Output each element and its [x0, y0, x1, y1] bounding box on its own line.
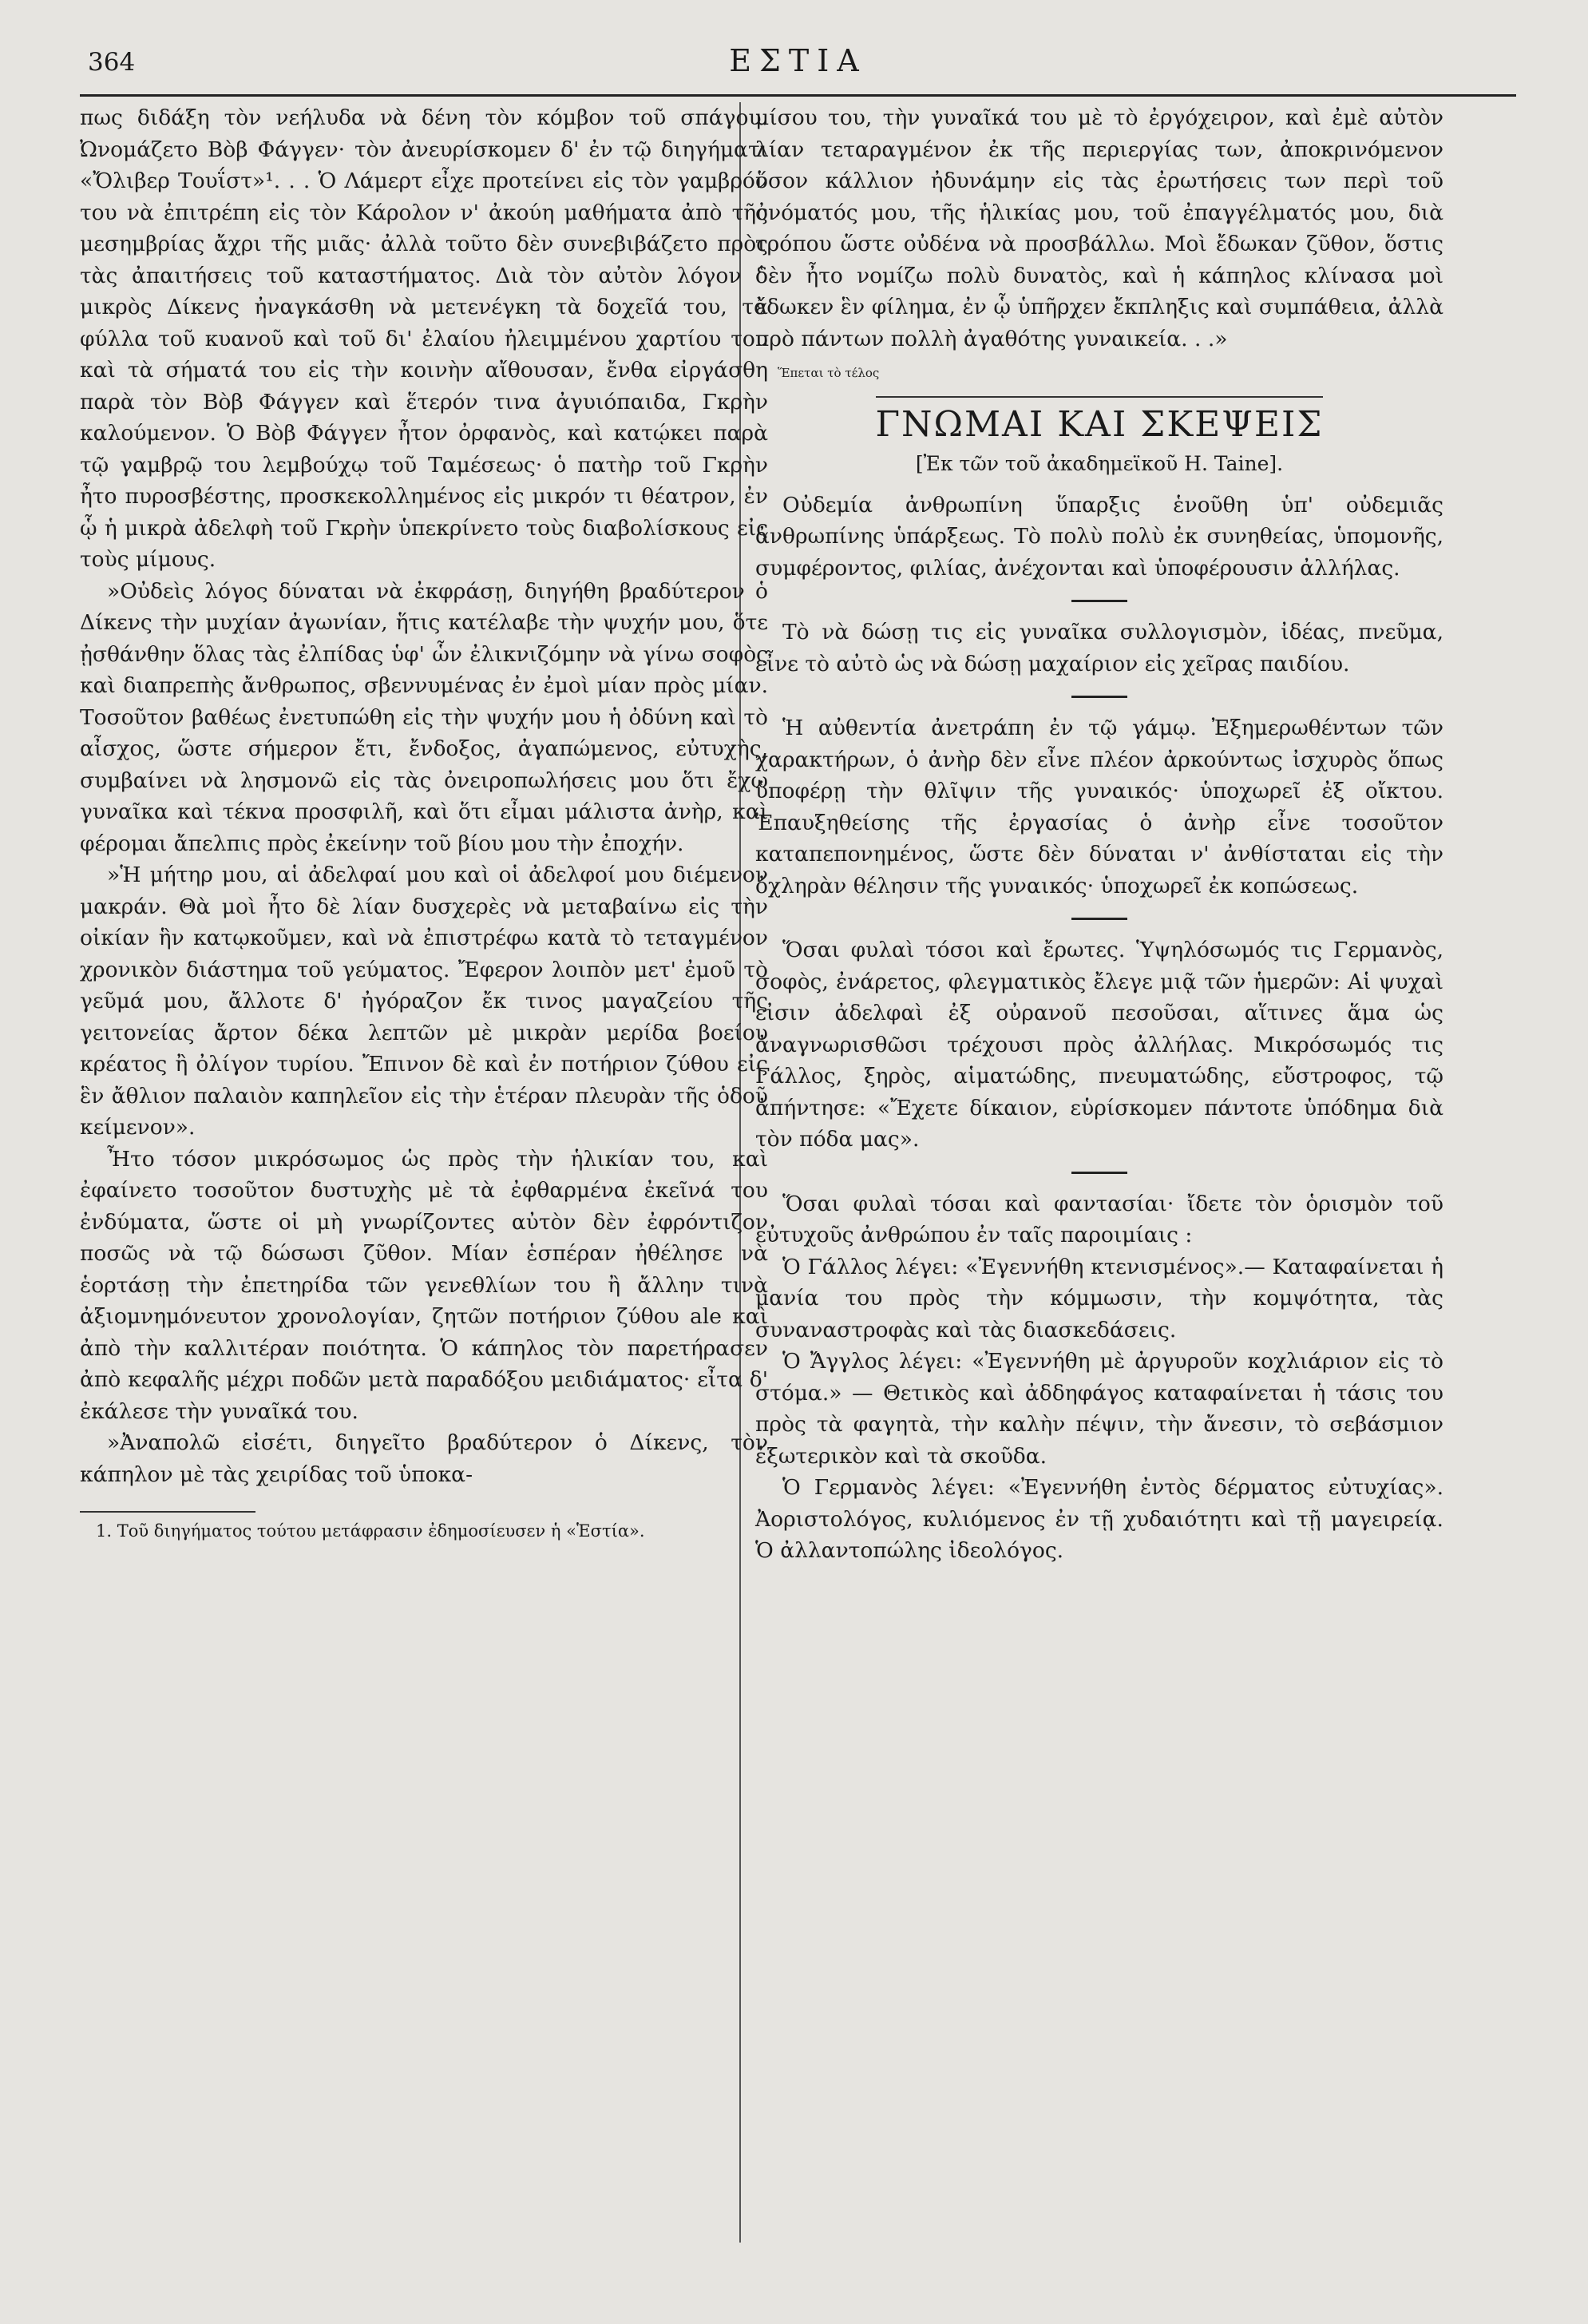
saying: Ἡ αὐθεντία ἀνετράπη ἐν τῷ γάμῳ. Ἐξημερωθέντων τῶν χαρακτήρων, ὁ ἀνὴρ δὲν εἶνε πλέον ἀρκούντως ἰσχυρὸς ὅπως ὑποφέρῃ τὴν θλῖψιν τῆς γυναικός· ὑποχωρεῖ ἐξ οἴκτου. Ἐπαυξηθείσης τῆς ἐργασίας ὁ ἀνὴρ εἶνε τοσοῦτον καταπεπονημένος, ὥστε δὲν δύναται ν' ἀνθίσταται εἰς τὴν ὀχληρὰν θέλησιν τῆς γυναικός· ὑποχωρεῖ ἐκ κοπώσεως. — [755, 716, 1443, 898]
separator-dash — [1071, 600, 1127, 602]
continuation-note: Ἕπεται τὸ τέλος — [778, 366, 880, 380]
saying: Τὸ νὰ δώσῃ τις εἰς γυναῖκα συλλογισμὸν, ἰδέας, πνεῦμα, εἶνε τὸ αὐτὸ ὡς νὰ δώσῃ μαχαίριον εἰς χεῖρας παιδίου. — [755, 620, 1443, 676]
header-rule — [80, 94, 1516, 97]
paragraph: »Οὐδεὶς λόγος δύναται νὰ ἐκφράσῃ, διηγήθη βραδύτερον ὁ Δίκενς τὴν μυχίαν ἀγωνίαν, ἥτις κατέλαβε τὴν ψυχήν μου, ὅτε ᾐσθάνθην ὅλας τὰς ἐλπίδας ὑφ' ὧν ἐλικνιζόμην νὰ γίνω σοφὸς καὶ διαπρεπὴς ἄνθρωπος, σβεννυμένας ἐν ἐμοὶ μίαν πρὸς μίαν. Τοσοῦτον βαθέως ἐνετυπώθη εἰς τὴν ψυχήν μου ἡ ὀδύνη καὶ τὸ αἶσχος, ὥστε σήμερον ἔτι, ἔνδοξος, ἀγαπώμενος, εὐτυχὴς, συμβαίνει νὰ λησμονῶ εἰς τὰς ὀνειροπωλήσεις μου ὅτι ἔχω γυναῖκα καὶ τέκνα προσφιλῆ, καὶ ὅτι εἶμαι μάλιστα ἀνὴρ, καὶ φέρομαι ἄπελπις πρὸς ἐκείνην τοῦ βίου μου τὴν ἐποχήν. — [80, 578, 768, 856]
paragraph: πως διδάξη τὸν νεήλυδα νὰ δένη τὸν κόμβον τοῦ σπάγου. Ὠνομάζετο Βὸβ Φάγγεν· τὸν ἀνευρίσκομεν δ' ἐν τῷ διηγήματι «Ὄλιβερ Τουΐστ»¹. . . Ὁ Λάμερτ εἶχε προτείνει εἰς τὸν γαμβρόν του νὰ ἐπιτρέπη εἰς τὸν Κάρολον ν' ἀκούη μαθήματα ἀπὸ τῆς μεσημβρίας ἄχρι τῆς μιᾶς· ἀλλὰ τοῦτο δὲν συνεβιβάζετο πρὸς τὰς ἀπαιτήσεις τοῦ καταστήματος. Διὰ τὸν αὐτὸν λόγον ὁ μικρὸς Δίκενς ἠναγκάσθη νὰ μετενέγκη τὰ δοχεῖά του, τὰ φύλλα τοῦ κυανοῦ καὶ τοῦ δι' ἐλαίου ἠλειμμένου χαρτίου του καὶ τὰ σήματά του εἰς τὴν κοινὴν αἴθουσαν, ἔνθα εἰργάσθη παρὰ τὸν Βὸβ Φάγγεν καὶ ἕτερόν τινα ἀγυιόπαιδα, Γκρὴν καλούμενον. Ὁ Βὸβ Φάγγεν ἦτον ὀρφανὸς, καὶ κατῴκει παρὰ τῷ γαμβρῷ του λεμβούχῳ τοῦ Ταμέσεως· ὁ πατὴρ τοῦ Γκρὴν ἦτο πυροσβέστης, προσκεκολλημένος εἰς μικρόν τι θέατρον, ἐν ᾧ ἡ μικρὰ ἀδελφὴ τοῦ Γκρὴν ὑπεκρίνετο τοὺς διαβολίσκους εἰς τοὺς μίμους. — [80, 105, 768, 572]
proverb: Ὁ Γερμανὸς λέγει: «Ἐγεννήθη ἐντὸς δέρματος εὐτυχίας». Ἀοριστολόγος, κυλιόμενος ἐν τῇ χυδαιότητι καὶ τῇ μαγειρείᾳ. Ὁ ἀλλαντοπώλης ἰδεολόγος. — [755, 1475, 1443, 1563]
footnote-rule — [80, 1511, 255, 1513]
saying: Οὐδεμία ἀνθρωπίνη ὕπαρξις ἑνοῦθη ὑπ' οὐδεμιᾶς ἀνθρωπίνης ὑπάρξεως. Τὸ πολὺ πολὺ ἐκ συνηθείας, ὑπομονῆς, συμφέροντος, φιλίας, ἀνέχονται καὶ ὑποφέρουσιν ἀλλήλας. — [755, 492, 1443, 581]
paragraph: μίσου του, τὴν γυναῖκά του μὲ τὸ ἐργόχειρον, καὶ ἐμὲ αὐτὸν λίαν τεταραγμένον ἐκ τῆς περιεργίας των, ἀποκρινόμενον ὅσον κάλλιον ἠδυνάμην εἰς τὰς ἐρωτήσεις των περὶ τοῦ ὀνόματός μου, τῆς ἡλικίας μου, τοῦ ἐπαγγέλματός μου, διὰ τρόπου ὥστε οὐδένα νὰ προσβάλλω. Μοὶ ἔδωκαν ζῦθον, ὅστις δὲν ἦτο νομίζω πολὺ δυνατὸς, καὶ ἡ κάπηλος κλίνασα μοὶ ἔδωκεν ἓν φίλημα, ἐν ᾧ ὑπῆρχεν ἔκπληξις καὶ συμπάθεια, ἀλλὰ πρὸ πάντων πολλὴ ἀγαθότης γυναικεία. . .» — [755, 105, 1443, 351]
page-header — [80, 38, 1516, 86]
page-number: 364 — [88, 48, 136, 77]
footnote: 1. Τοῦ διηγήματος τούτου μετάφρασιν ἐδημοσίευσεν ἡ «Ἑστία». — [96, 1521, 645, 1541]
separator-dash — [1071, 696, 1127, 698]
section-title: ΓΝΩΜΑΙ ΚΑΙ ΣΚΕΨΕΙΣ — [875, 403, 1324, 445]
proverb: Ὁ Γάλλος λέγει: «Ἐγεννήθη κτενισμένος».— Καταφαίνεται ἡ μανία του πρὸς τὴν κόμμωσιν, τὴν κομψότητα, τὰς συναναστροφὰς καὶ τὰς διασκεδάσεις. — [755, 1254, 1443, 1342]
saying: Ὅσαι φυλαὶ τόσοι καὶ ἔρωτες. Ὑψηλόσωμός τις Γερμανὸς, σοφὸς, ἐνάρετος, φλεγματικὸς ἔλεγε μιᾷ τῶν ἡμερῶν: Αἱ ψυχαὶ εἰσιν ἀδελφαὶ ἐξ οὐρανοῦ πεσοῦσαι, αἵτινες ἅμα ὡς ἀναγνωρισθῶσι τρέχουσι πρὸς ἀλλήλας. Μικρόσωμός τις Γάλλος, ξηρὸς, αἱματώδης, πνευματώδης, εὔστροφος, τῷ ἀπήντησε: «Ἔχετε δίκαιον, εὑρίσκομεν πάντοτε ὑπόδημα διὰ τὸν πόδα μας». — [755, 938, 1443, 1152]
paragraph: »Ἀναπολῶ εἰσέτι, διηγεῖτο βραδύτερον ὁ Δίκενς, τὸν κάπηλον μὲ τὰς χειρίδας τοῦ ὑποκα- — [80, 1430, 768, 1487]
section-subtitle: [Ἐκ τῶν τοῦ ἀκαδημεϊκοῦ Η. Taine]. — [915, 452, 1284, 475]
proverb: Ὁ Ἄγγλος λέγει: «Ἐγεννήθη μὲ ἀργυροῦν κοχλιάριον εἰς τὸ στόμα.» — Θετικὸς καὶ ἀδδηφάγος καταφαίνεται ἡ τάσις του πρὸς τὰ φαγητὰ, τὴν καλὴν πέψιν, τὴν ἄνεσιν, τὸ σεβάσμιον ἐξωτερικὸν καὶ τὰ σκοῦδα. — [755, 1349, 1443, 1469]
right-column — [755, 102, 1443, 1567]
section-rule — [876, 396, 1323, 398]
separator-dash — [1071, 918, 1127, 920]
journal-title: ΕΣΤΙΑ — [729, 43, 867, 78]
paragraph: »Ἡ μήτηρ μου, αἱ ἀδελφαί μου καὶ οἱ ἀδελφοί μου διέμενον μακράν. Θὰ μοὶ ἦτο δὲ λίαν δυσχερὲς νὰ μεταβαίνω εἰς τὴν οἰκίαν ἣν κατῳκοῦμεν, καὶ νὰ ἐπιστρέφω κατὰ τὸ τεταγμένον χρονικὸν διάστημα τοῦ γεύματος. Ἔφερον λοιπὸν μετ' ἐμοῦ τὸ γεῦμά μου, ἄλλοτε δ' ἠγόραζον ἔκ τινος μαγαζείου τῆς γειτονείας ἄρτον δέκα λεπτῶν μὲ μικρὰν μερίδα βοείου κρέατος ἢ ὀλίγον τυρίου. Ἔπινον δὲ καὶ ἐν ποτήριον ζύθου εἰς ἓν ἄθλιον παλαιὸν καπηλεῖον εἰς τὴν ἑτέραν πλευρὰν τῆς ὁδοῦ κείμενον». — [80, 863, 768, 1140]
separator-dash — [1071, 1172, 1127, 1174]
saying-intro: Ὅσαι φυλαὶ τόσαι καὶ φαντασίαι· ἴδετε τὸν ὁρισμὸν τοῦ εὐτυχοῦς ἀνθρώπου ἐν ταῖς παροιμίαις : — [755, 1191, 1443, 1247]
left-column — [80, 102, 768, 1543]
paragraph: Ἦτο τόσον μικρόσωμος ὡς πρὸς τὴν ἡλικίαν του, καὶ ἐφαίνετο τοσοῦτον δυστυχὴς μὲ τὰ ἐφθαρμένα ἐκεῖνά του ἐνδύματα, ὥστε οἱ μὴ γνωρίζοντες αὐτὸν δὲν ἐφρόντιζον ποσῶς νὰ τῷ δώσωσι ζῦθον. Μίαν ἑσπέραν ἠθέλησε νὰ ἑορτάσῃ τὴν ἐπετηρίδα τῶν γενεθλίων του ἢ ἄλλην τινὰ ἀξιομνημόνευτον χρονολογίαν, ζητῶν ποτήριον ζύθου ale καὶ ἀπὸ τὴν καλλιτέραν ποιότητα. Ὁ κάπηλος τὸν παρετήρασεν ἀπὸ κεφαλῆς μέχρι ποδῶν μετὰ παραδόξου μειδιάματος· εἶτα δ' ἐκάλεσε τὴν γυναῖκά του. — [80, 1146, 768, 1424]
